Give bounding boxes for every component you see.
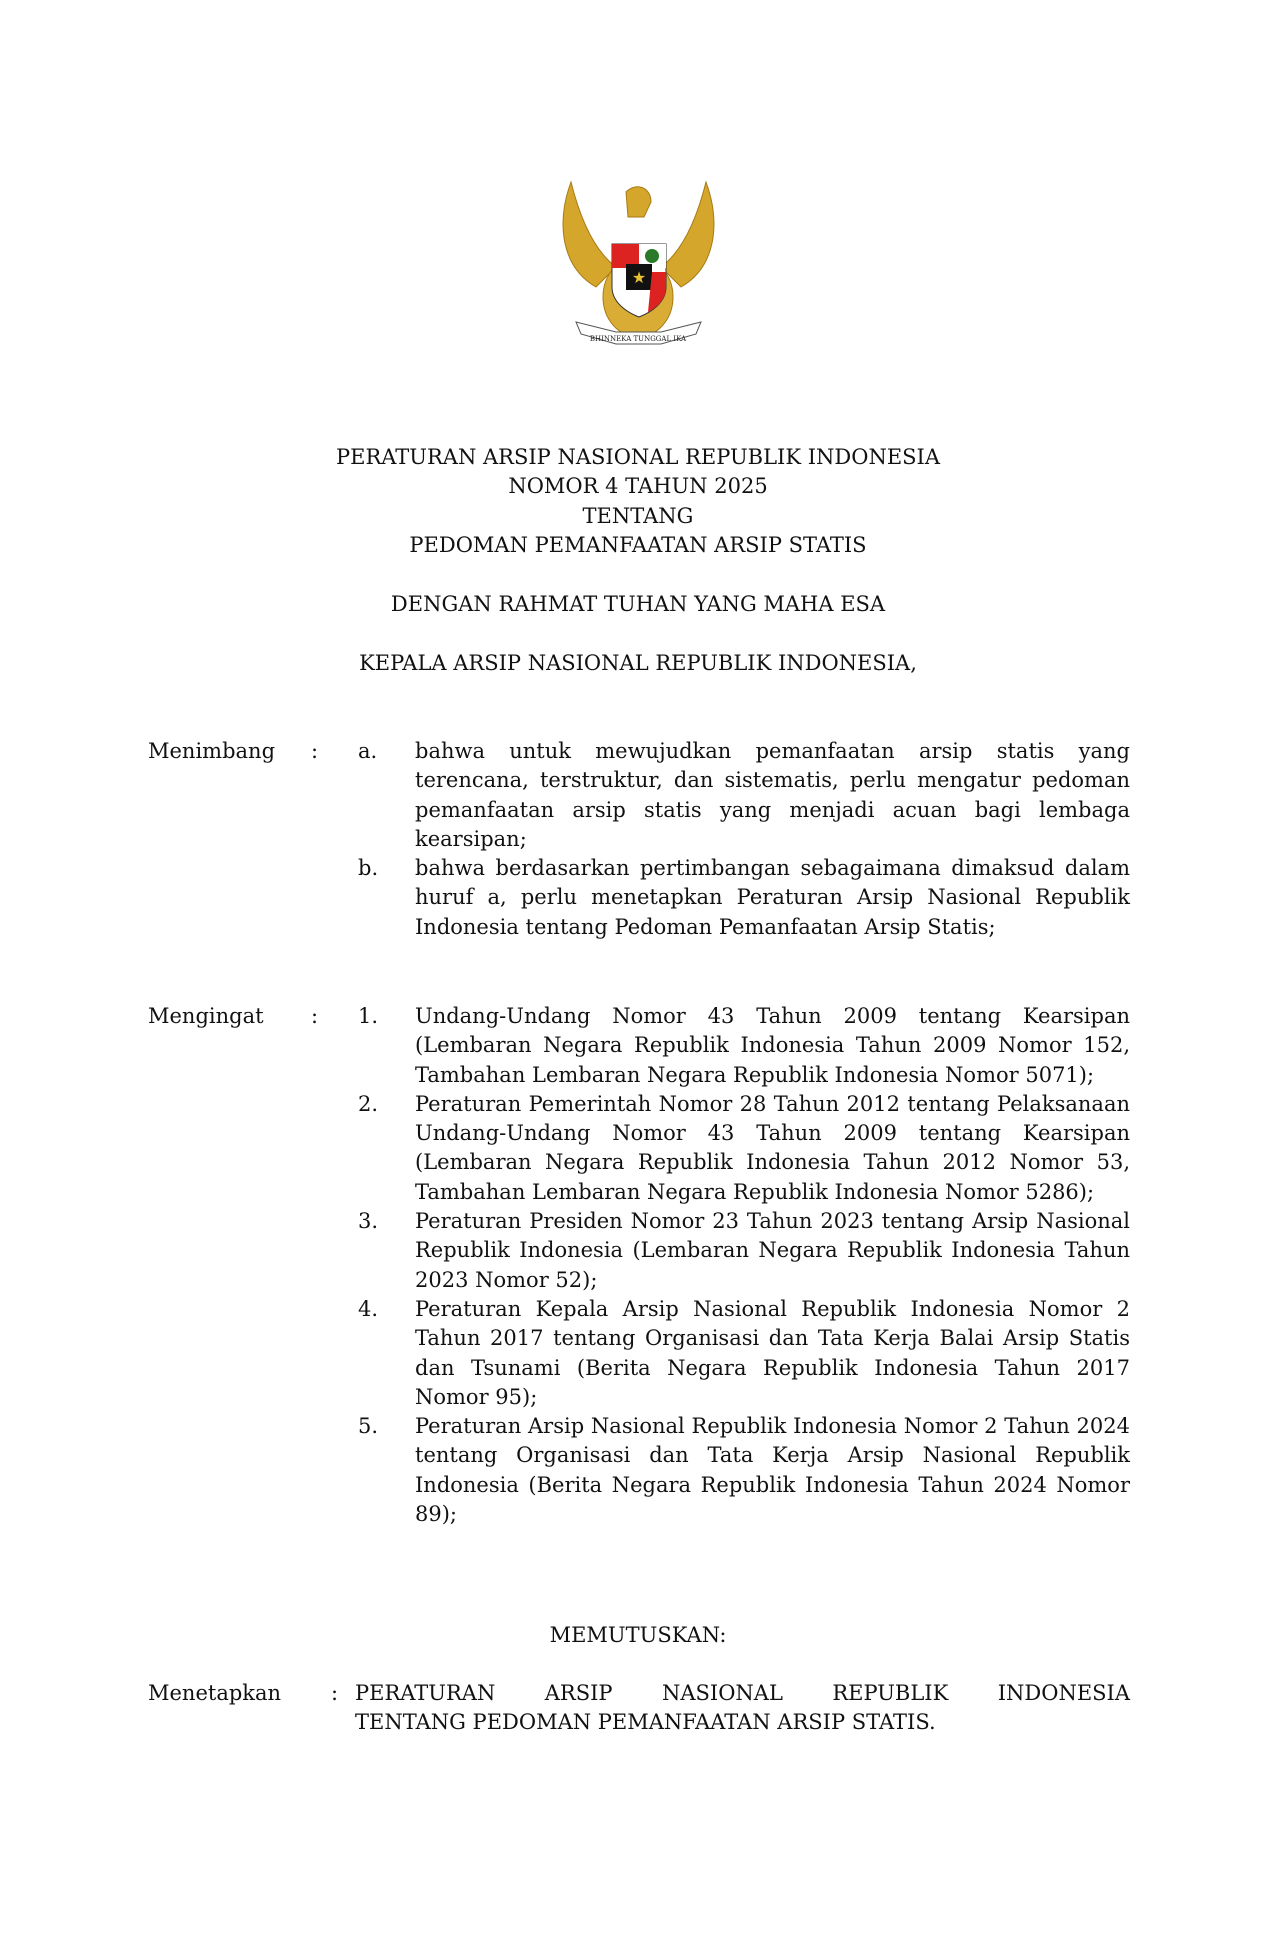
item-marker: a.: [358, 739, 378, 763]
list-item: [358, 1412, 1130, 1529]
item-text: Peraturan Kepala Arsip Nasional Republik Indonesia Nomor 2 Tahun 2017 tentang Organisasi dan Tata Kerja Balai Arsip Statis dan Tsunami (Berita Negara Republik Indonesia Tahun 2017 Nomor 95);: [415, 1296, 1130, 1409]
item-marker: b.: [358, 856, 379, 881]
regulation-title: [0, 443, 1276, 560]
list-item: [358, 1207, 1130, 1295]
item-text: Undang-Undang Nomor 43 Tahun 2009 tentang Kearsipan (Lembaran Negara Republik Indonesia Tahun 2009 Nomor 152, Tambahan Lembaran Negara Republik Indonesia Nomor 5071);: [415, 1004, 1130, 1087]
item-text: Peraturan Arsip Nasional Republik Indonesia Nomor 2 Tahun 2024 tentang Organisasi dan Tata Kerja Arsip Nasional Republik Indonesia (Berita Negara Republik Indonesia Tahun 2024 Nomor 89);: [415, 1414, 1130, 1527]
list-item: [358, 1090, 1130, 1207]
list-item: [358, 1002, 1130, 1090]
authority: KEPALA ARSIP NASIONAL REPUBLIK INDONESIA,: [359, 651, 917, 675]
title-number: NOMOR 4 TAHUN 2025: [508, 474, 768, 499]
title-tentang: TENTANG: [582, 503, 694, 528]
menimbang-label: Menimbang: [148, 739, 276, 763]
title-line: PERATURAN ARSIP NASIONAL REPUBLIK INDONESIA: [336, 445, 940, 469]
list-item: [358, 737, 1130, 854]
item-marker: 3.: [358, 1209, 379, 1234]
list-item: [358, 854, 1130, 942]
item-marker: 2.: [358, 1091, 379, 1116]
colon: :: [331, 1681, 339, 1705]
garuda-emblem: [556, 172, 721, 357]
menetapkan-line-2: TENTANG PEDOMAN PEMANFAATAN ARSIP STATIS.: [355, 1710, 936, 1735]
item-marker: 4.: [358, 1296, 379, 1321]
colon: :: [311, 1004, 319, 1028]
item-text: bahwa berdasarkan pertimbangan sebagaimana dimaksud dalam huruf a, perlu menetapkan Peraturan Arsip Nasional Republik Indonesia tentang Pedoman Pemanfaatan Arsip Statis;: [415, 856, 1130, 939]
item-marker: 1.: [358, 1004, 379, 1028]
invocation: DENGAN RAHMAT TUHAN YANG MAHA ESA: [390, 592, 886, 616]
list-item: [358, 1295, 1130, 1412]
mengingat-label: Mengingat: [148, 1004, 264, 1028]
svg-text:★: ★: [631, 268, 647, 287]
colon: :: [311, 739, 319, 763]
menetapkan-label: Menetapkan: [148, 1681, 282, 1705]
item-text: bahwa untuk mewujudkan pemanfaatan arsip statis yang terencana, terstruktur, dan sistematis, perlu mengatur pedoman pemanfaatan arsip statis yang menjadi acuan bagi lembaga kearsipan;: [415, 739, 1130, 851]
menetapkan-line-1: PERATURAN ARSIP NASIONAL REPUBLIK INDONESIA: [355, 1681, 1130, 1705]
item-text: Peraturan Presiden Nomor 23 Tahun 2023 tentang Arsip Nasional Republik Indonesia (Lembaran Negara Republik Indonesia Tahun 2023 Nomor 52);: [415, 1209, 1130, 1292]
decision-heading: MEMUTUSKAN:: [549, 1623, 727, 1647]
item-marker: 5.: [358, 1414, 379, 1439]
svg-text:BHINNEKA TUNGGAL IKA: BHINNEKA TUNGGAL IKA: [589, 335, 687, 343]
item-text: Peraturan Pemerintah Nomor 28 Tahun 2012 tentang Pelaksanaan Undang-Undang Nomor 43 Tahun 2009 tentang Kearsipan (Lembaran Negara Republik Indonesia Tahun 2012 Nomor 53, Tambahan Lembaran Negara Republik Indonesia Nomor 5286);: [415, 1091, 1130, 1204]
title-subject: PEDOMAN PEMANFAATAN ARSIP STATIS: [409, 532, 867, 557]
